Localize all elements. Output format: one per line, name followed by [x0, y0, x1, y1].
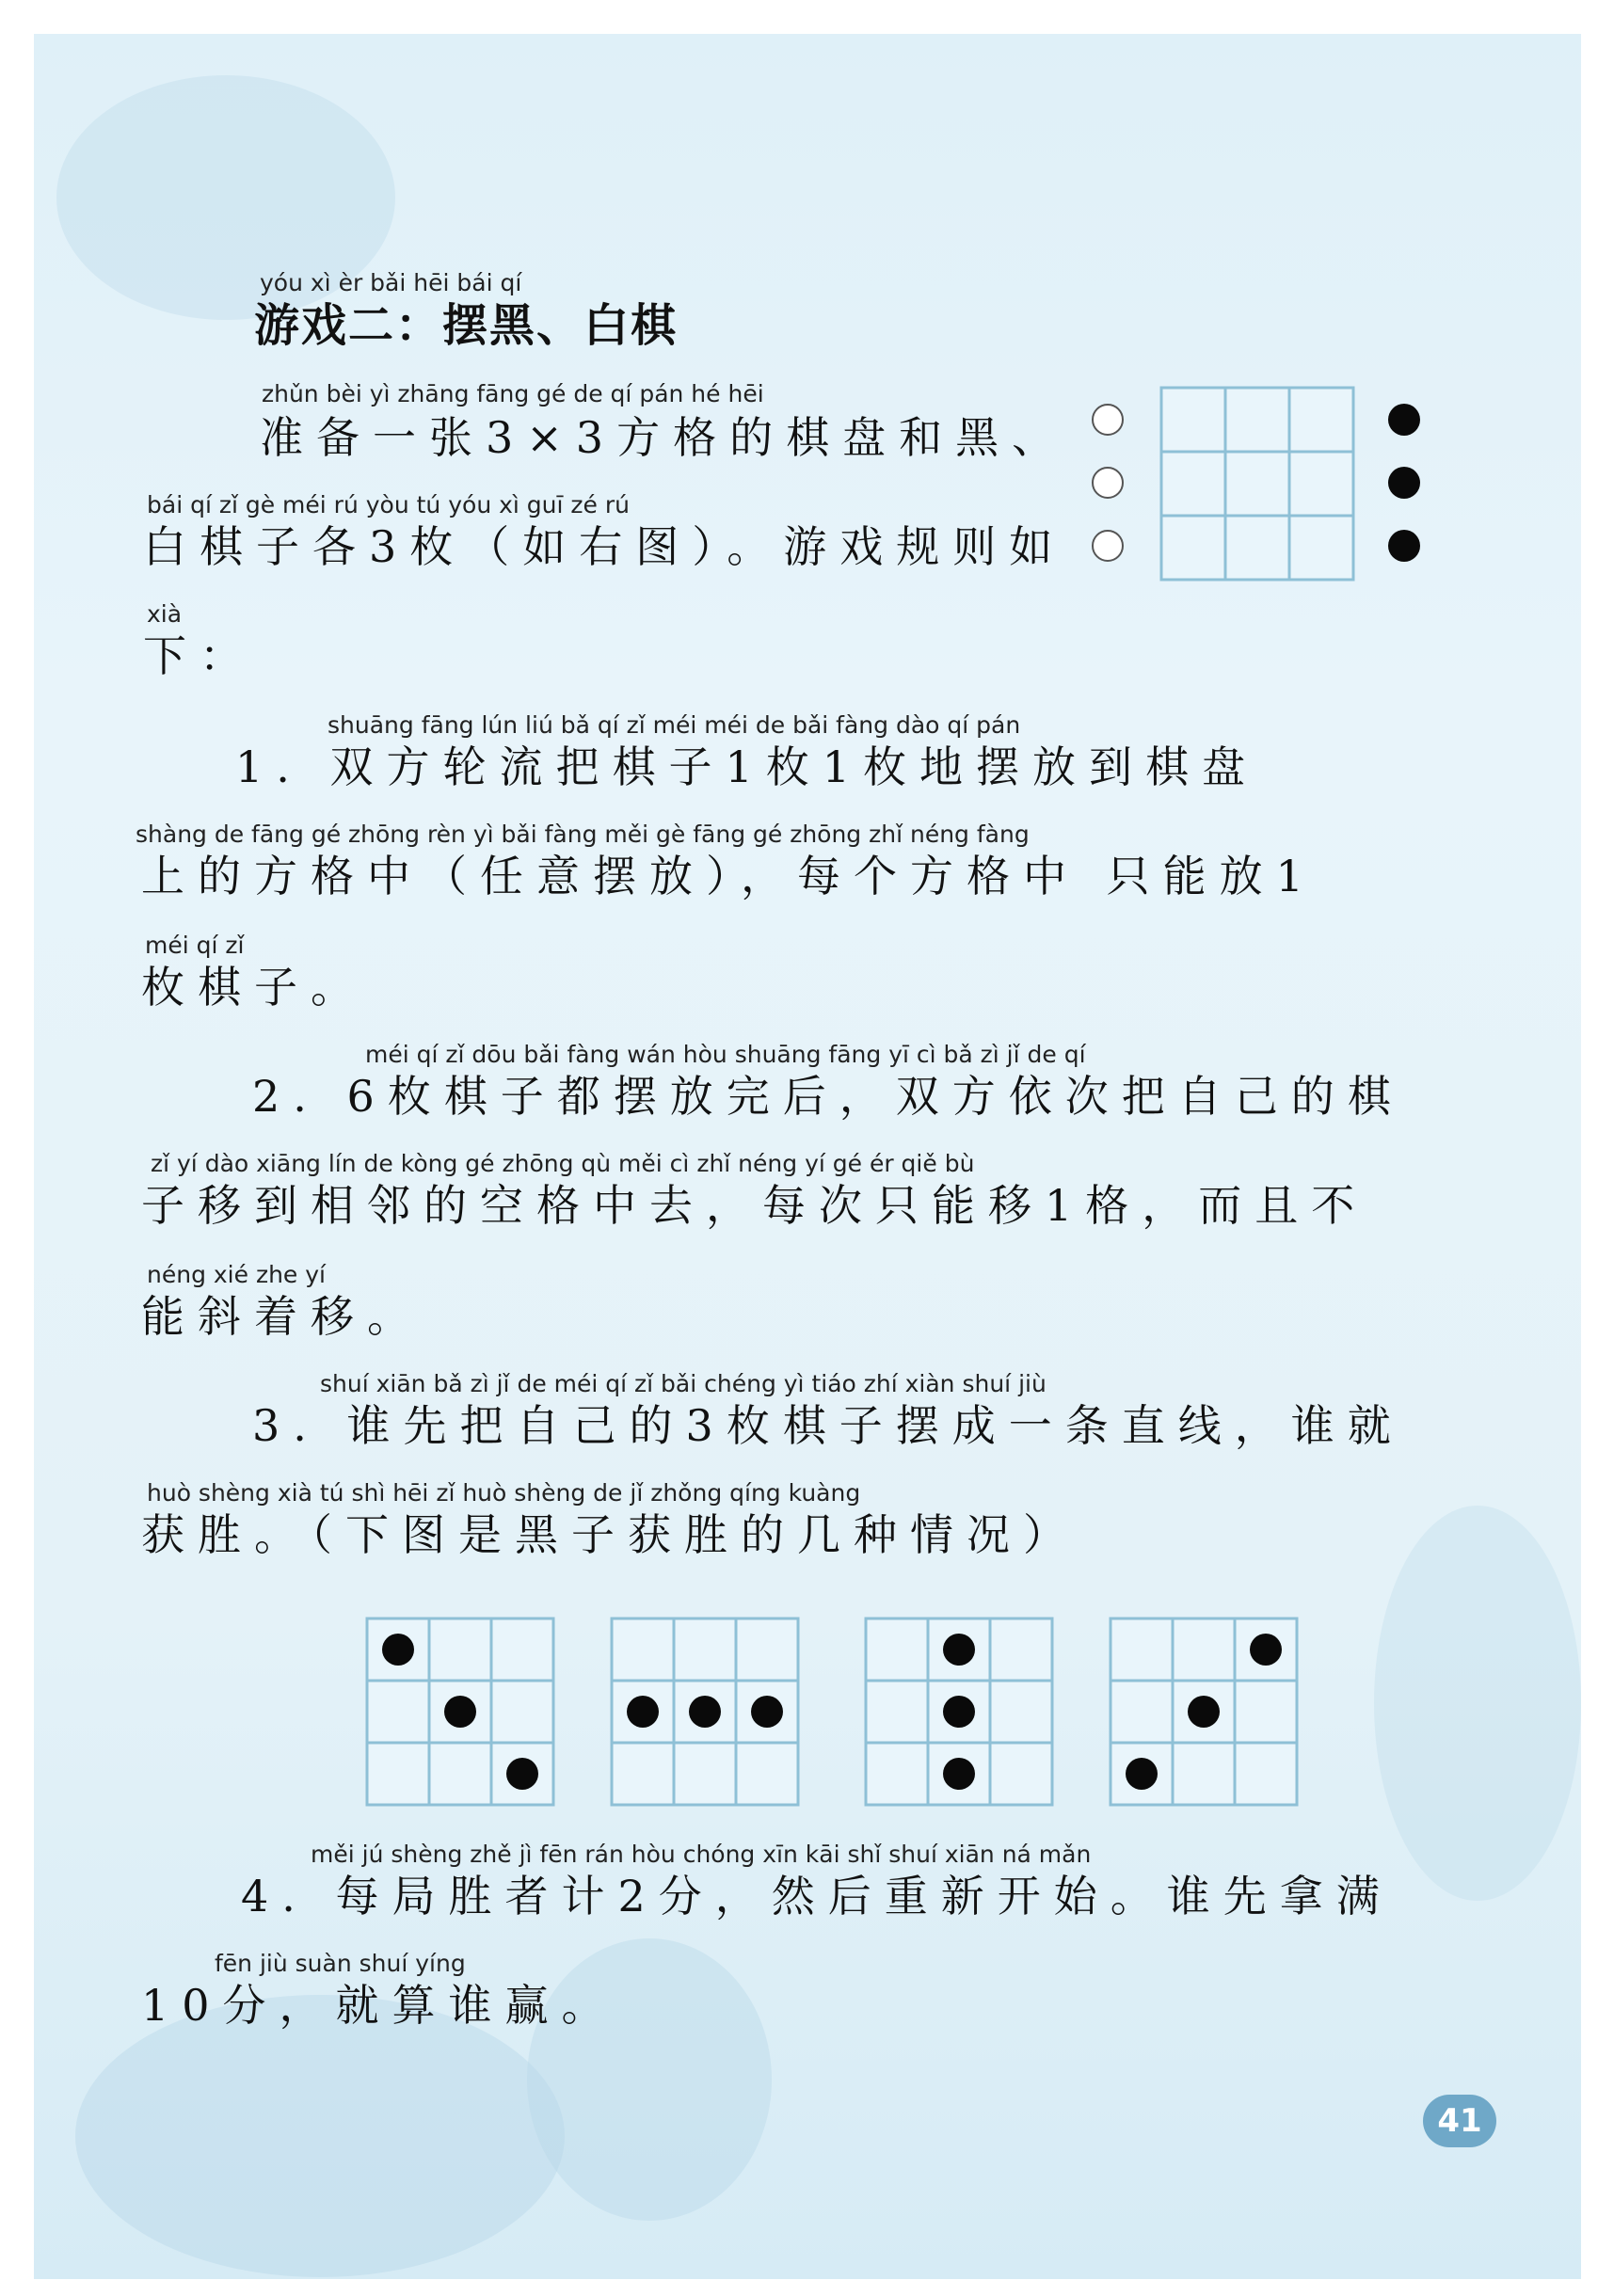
black-stone [1126, 1758, 1158, 1790]
rule2b-pinyin: zǐ yí dào xiāng lín de kòng gé zhōng qù měi cì zhǐ néng yí gé ér qiě bù [151, 1150, 975, 1177]
intro-line-2: 白棋子各3枚（如右图）。游戏规则如 [143, 521, 1066, 572]
rule1-line: 1. 双方轮流把棋子1枚1枚地摆放到棋盘 [235, 741, 1259, 792]
white-stone [1093, 531, 1123, 561]
white-stone [1093, 405, 1123, 435]
rule3b-pinyin: huò shèng xià tú shì hēi zǐ huò shèng de jǐ zhǒng qíng kuàng [147, 1479, 861, 1507]
rule1c-line: 枚棋子。 [141, 962, 367, 1012]
black-stone [506, 1758, 538, 1790]
setup-grid [1161, 388, 1353, 580]
black-stone [627, 1696, 659, 1728]
rule4b-pinyin: fēn jiù suàn shuí yíng [215, 1950, 466, 1977]
black-stone [1388, 404, 1420, 436]
rule4-line: 4. 每局胜者计2分，然后重新开始。谁先拿满 [241, 1871, 1393, 1921]
white-stone [1093, 468, 1123, 498]
rule1b-line: 上的方格中（任意摆放），每个方格中 只能放1 [141, 851, 1317, 901]
intro-pinyin-3: xià [147, 600, 183, 628]
intro-pinyin-1: zhǔn bèi yì zhāng fāng gé de qí pán hé hēi [262, 380, 764, 407]
rule2-pinyin: méi qí zǐ dōu bǎi fàng wán hòu shuāng fāng yī cì bǎ zì jǐ de qí [365, 1041, 1086, 1068]
page-number: 41 [1423, 2095, 1496, 2147]
rule3b-line: 获胜。（下图是黑子获胜的几种情况） [141, 1509, 1079, 1560]
black-stone [1388, 467, 1420, 499]
win-board-diagonal [367, 1618, 553, 1805]
intro-line-1: 准备一张3×3方格的棋盘和黑、 [260, 412, 1069, 463]
black-stones [1388, 404, 1420, 562]
title-pinyin: yóu xì èr bǎi hēi bái qí [260, 269, 522, 296]
black-stone [943, 1758, 975, 1790]
black-stone [943, 1634, 975, 1666]
rule1-pinyin: shuāng fāng lún liú bǎ qí zǐ méi méi de bǎi fàng dào qí pán [328, 711, 1021, 739]
page-title: 游戏二：摆黑、白棋 [254, 299, 679, 352]
setup-board-figure [1082, 376, 1440, 583]
black-stone [943, 1696, 975, 1728]
black-stone [751, 1696, 783, 1728]
black-stone [1388, 530, 1420, 562]
rule2c-pinyin: néng xié zhe yí [147, 1261, 326, 1288]
white-stones [1093, 405, 1123, 561]
rule2c-line: 能斜着移。 [141, 1291, 423, 1342]
black-stone [444, 1696, 476, 1728]
win-board-antidiagonal [1111, 1618, 1297, 1805]
intro-pinyin-2: bái qí zǐ gè méi rú yòu tú yóu xì guī zé rú [147, 491, 630, 518]
intro-line-3: 下： [143, 630, 256, 681]
decor-right [1374, 1506, 1581, 1901]
decor-bottom-left [75, 1995, 565, 2277]
rule2-line: 2. 6枚棋子都摆放完后，双方依次把自己的棋 [252, 1071, 1404, 1122]
rule4-pinyin: měi jú shèng zhě jì fēn rán hòu chóng xīn kāi shǐ shuí xiān ná mǎn [311, 1841, 1092, 1868]
win-board-column [866, 1618, 1052, 1805]
rule4b-line: 10分，就算谁赢。 [141, 1980, 618, 2031]
black-stone [689, 1696, 721, 1728]
rule3-line: 3. 谁先把自己的3枚棋子摆成一条直线，谁就 [252, 1400, 1404, 1451]
black-stone [1188, 1696, 1220, 1728]
black-stone [382, 1634, 414, 1666]
win-board-row [612, 1618, 798, 1805]
rule1c-pinyin: méi qí zǐ [145, 932, 245, 959]
rule1b-pinyin: shàng de fāng gé zhōng rèn yì bǎi fàng měi gè fāng gé zhōng zhǐ néng fàng [136, 821, 1030, 848]
black-stone [1250, 1634, 1282, 1666]
rule3-pinyin: shuí xiān bǎ zì jǐ de méi qí zǐ bǎi chéng yì tiáo zhí xiàn shuí jiù [320, 1370, 1047, 1397]
win-examples [361, 1615, 1312, 1809]
rule2b-line: 子移到相邻的空格中去，每次只能移1格，而且不 [141, 1180, 1368, 1231]
